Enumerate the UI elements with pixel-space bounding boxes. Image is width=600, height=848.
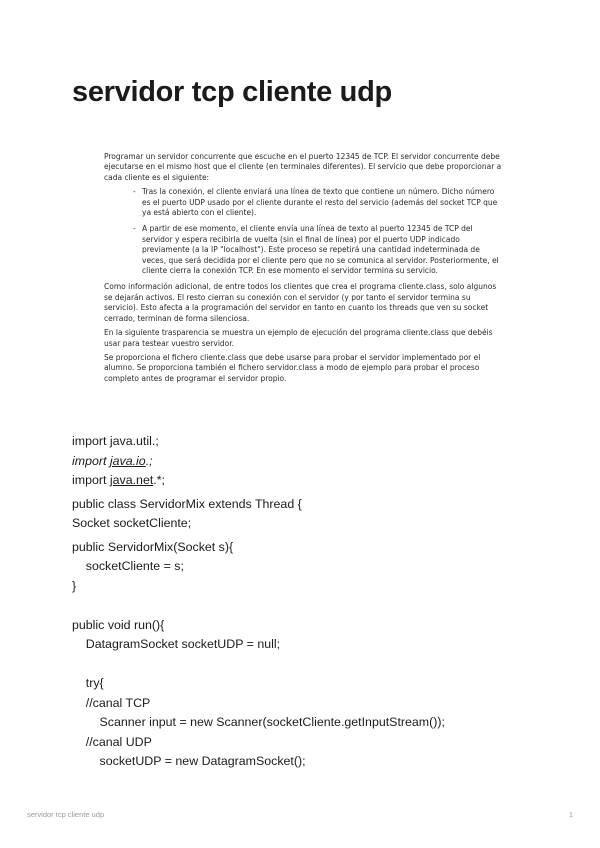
code-line-run-decl: public void run(){ [72, 617, 165, 632]
code-line-import-net [72, 471, 445, 491]
code-line-ctor-body: socketCliente = s; [72, 559, 184, 573]
code-text: .*; [153, 473, 165, 487]
java-io-link[interactable]: java.io [109, 453, 146, 468]
page-title: servidor tcp cliente udp [72, 76, 392, 108]
assignment-screenshot [104, 152, 502, 388]
code-line-try: try{ [72, 676, 104, 690]
code-line-class-decl: public class ServidorMix extends Thread { [72, 496, 302, 511]
code-line-ctor-decl: public ServidorMix(Socket s){ [72, 539, 234, 554]
code-keyword: import [72, 473, 110, 487]
code-line-blank [72, 596, 445, 616]
code-text: .; [145, 453, 153, 468]
code-line-import-util: import java.util.; [72, 434, 159, 448]
code-line-udp-init: socketUDP = new DatagramSocket(); [72, 754, 306, 768]
code-line-field: Socket socketCliente; [72, 516, 192, 530]
java-net-link[interactable]: java.net [109, 473, 154, 487]
assignment-paragraph: Como información adicional, de entre todos los clientes que crea el programa cliente.class, solo algunos se dejarán activos. El resto cierran su conexión con el servidor (y por tanto el servidor termina su servicio). Esto afecta a la programación del servidor en tanto en cuanto los threads que ven su socket cerrado, terminan de forma silenciosa. [104, 282, 497, 323]
code-line-ctor-close: } [72, 578, 77, 593]
code-block [72, 432, 445, 772]
assignment-bullet-list [104, 187, 502, 276]
code-line-udp-decl: DatagramSocket socketUDP = null; [72, 637, 281, 651]
assignment-bullet: - A partir de ese momento, el cliente envía una línea de texto al puerto 12345 de TCP del servidor y espera recibirla de vuelta (sin el final de línea) por el puerto UDP indicado previamente (a la IP "localhost"). Este proceso se repetirá una cantidad indeterminada de veces, que será decidida por el cliente pero que no se comunica al servidor. Posteriormente, el cliente cierra la conexión TCP. En ese momento el servidor termina su servicio. [142, 224, 502, 276]
assignment-paragraph: En la siguiente trasparencia se muestra un ejemplo de ejecución del programa cliente.class que debéis usar para testear vuestro servidor. [104, 328, 493, 348]
assignment-bullet: - Tras la conexión, el cliente enviará una línea de texto que contiene un número. Dicho número es el puerto UDP usado por el cliente durante el resto del servicio (además del socket TCP que ya está abierto con el cliente). [142, 187, 502, 218]
assignment-intro: Programar un servidor concurrente que escuche en el puerto 12345 de TCP. El servidor concurrente debe ejecutarse en el mismo host que el cliente (en terminales diferentes). El servicio que debe proporcionar a cada cliente es el siguiente: [104, 152, 502, 182]
footer-doc-title: servidor tcp cliente udp [27, 810, 105, 819]
code-line-comment-tcp: //canal TCP [72, 695, 151, 710]
code-keyword: import [72, 453, 110, 468]
code-line-scanner: Scanner input = new Scanner(socketCliente.getInputStream()); [72, 715, 445, 729]
code-line-blank [72, 655, 445, 675]
code-line-import-io [72, 452, 445, 472]
footer-page-number: 1 [568, 810, 573, 819]
assignment-paragraph: Se proporciona el fichero cliente.class que debe usarse para probar el servidor implementado por el alumno. Se proporciona también el fichero servidor.class a modo de ejemplo para probar el proceso completo antes de programar el servidor propio. [104, 352, 481, 383]
code-line-comment-udp: //canal UDP [72, 734, 152, 749]
